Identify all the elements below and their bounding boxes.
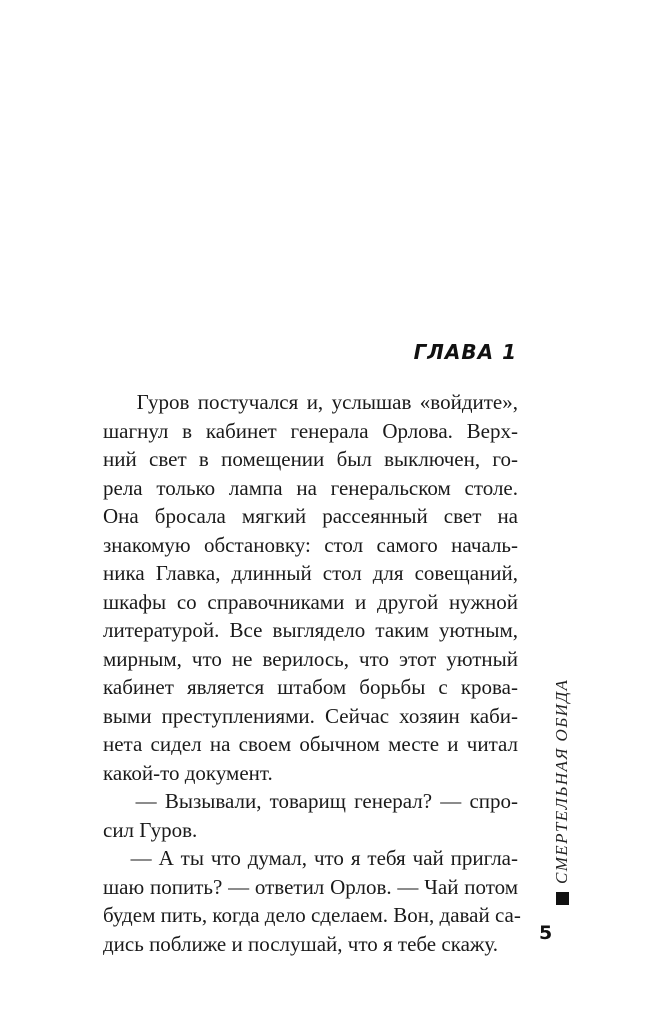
text-line: шаю попить? — ответил Орлов. — Чай потом <box>103 874 518 899</box>
text-line: кабинет является штабом борьбы с крова- <box>103 675 518 699</box>
text-line: — Вызывали, товарищ генерал? — спро- <box>103 789 518 813</box>
text-line: какой-то документ. <box>103 760 273 785</box>
text-line: литературой. Все выглядело таким уютным, <box>103 618 518 642</box>
body-text <box>103 388 521 958</box>
text-line: сил Гуров. <box>103 817 198 842</box>
text-line: выми преступлениями. Сейчас хозяин каби- <box>103 703 518 728</box>
page-number: 5 <box>539 922 553 944</box>
text-line: шагнул в кабинет генерала Орлова. Верх- <box>103 418 518 443</box>
text-line: рела только лампа на генеральском столе. <box>103 475 518 500</box>
text-line: знакомую обстановку: стол самого началь- <box>103 532 518 557</box>
text-line: нета сидел на своем обычном месте и читал <box>103 732 518 756</box>
text-line: ника Главка, длинный стол для совещаний, <box>103 561 518 585</box>
running-title-text: СМЕРТЕЛЬНАЯ ОБИДА <box>552 678 571 884</box>
text-line: будем пить, когда дело сделаем. Вон, давай са- <box>103 903 521 927</box>
text-line: — А ты что думал, что я тебя чай пригла- <box>103 846 518 870</box>
text-line: шкафы со справочниками и другой нужной <box>103 589 518 614</box>
text-line: мирным, что не верилось, что этот уютный <box>103 646 518 671</box>
text-line: Она бросала мягкий рассеянный свет на <box>103 504 518 528</box>
running-title <box>552 679 572 905</box>
text-line: дись поближе и послушай, что я тебе скажу. <box>103 931 499 956</box>
text-line: Гуров постучался и, услышав «войдите», <box>103 390 518 414</box>
text-line: ний свет в помещении был выключен, го- <box>103 447 518 471</box>
chapter-title: ГЛАВА 1 <box>413 340 517 364</box>
square-bullet-icon <box>556 892 569 905</box>
